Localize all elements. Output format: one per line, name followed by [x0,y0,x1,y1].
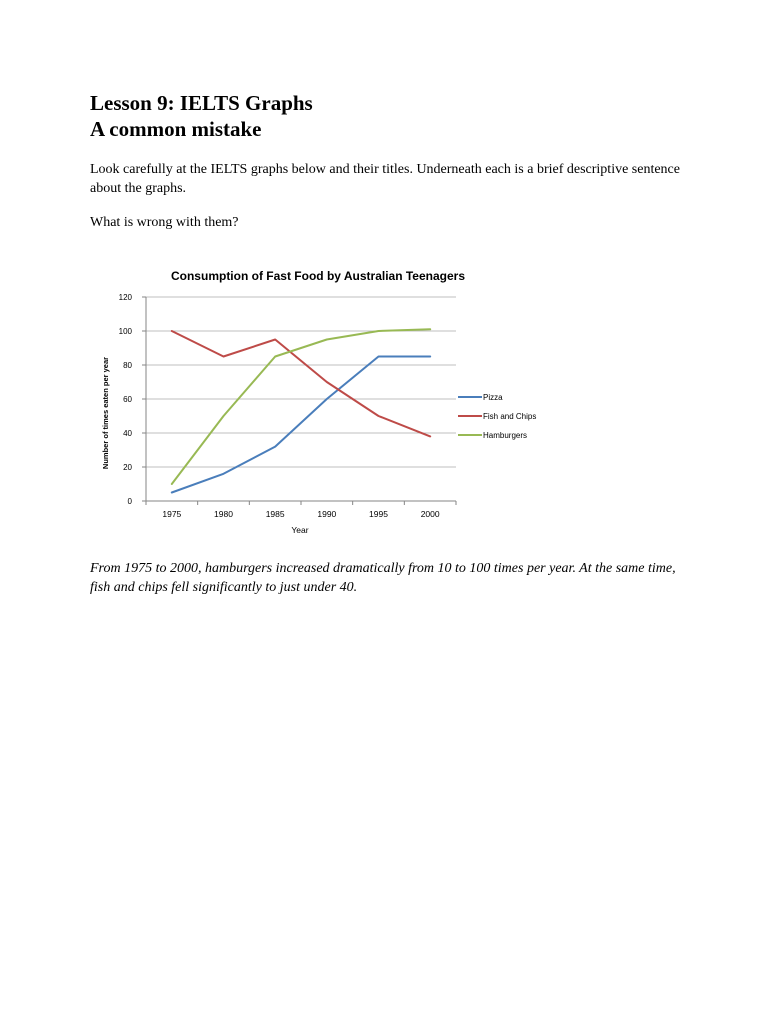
x-tick-label: 1985 [265,509,285,519]
legend-label-hamburgers: Hamburgers [483,431,528,440]
chart-title: Consumption of Fast Food by Australian Teenagers [170,269,466,283]
x-tick-label: 1975 [162,509,182,519]
question-paragraph: What is wrong with them? [90,215,239,230]
fast-food-line-chart [90,252,570,544]
y-axis-label: Number of times eaten per year [101,356,110,470]
lesson-title [90,90,313,142]
series-line-hamburgers [172,329,430,484]
lesson-title-line-1: Lesson 9: IELTS Graphs [90,91,313,115]
y-tick-label: 100 [118,327,132,336]
chart-caption: From 1975 to 2000, hamburgers increased dramatically from 10 to 100 times per year. At the same time, fish and chips fell significantly to just under 40. [90,561,676,595]
y-tick-label: 40 [123,429,132,438]
y-tick-label: 60 [123,395,132,404]
x-tick-label: 2000 [420,509,440,519]
x-tick-label: 1995 [369,509,388,519]
lesson-title-line-2: A common mistake [90,117,262,141]
legend-label-pizza: Pizza [483,393,503,402]
x-axis-label: Year [291,525,309,535]
x-tick-label: 1990 [317,509,337,519]
y-tick-label: 0 [127,497,132,506]
series-line-fish-and-chips [172,331,430,436]
intro-paragraph: Look carefully at the IELTS graphs below and their titles. Underneath each is a brief descriptive sentence about the graphs. [90,162,680,196]
y-tick-label: 80 [123,361,132,370]
y-tick-label: 20 [123,463,132,472]
x-tick-label: 1980 [214,509,233,519]
y-tick-label: 120 [118,293,132,302]
series-line-pizza [172,357,430,493]
legend-label-fish-and-chips: Fish and Chips [483,412,537,421]
